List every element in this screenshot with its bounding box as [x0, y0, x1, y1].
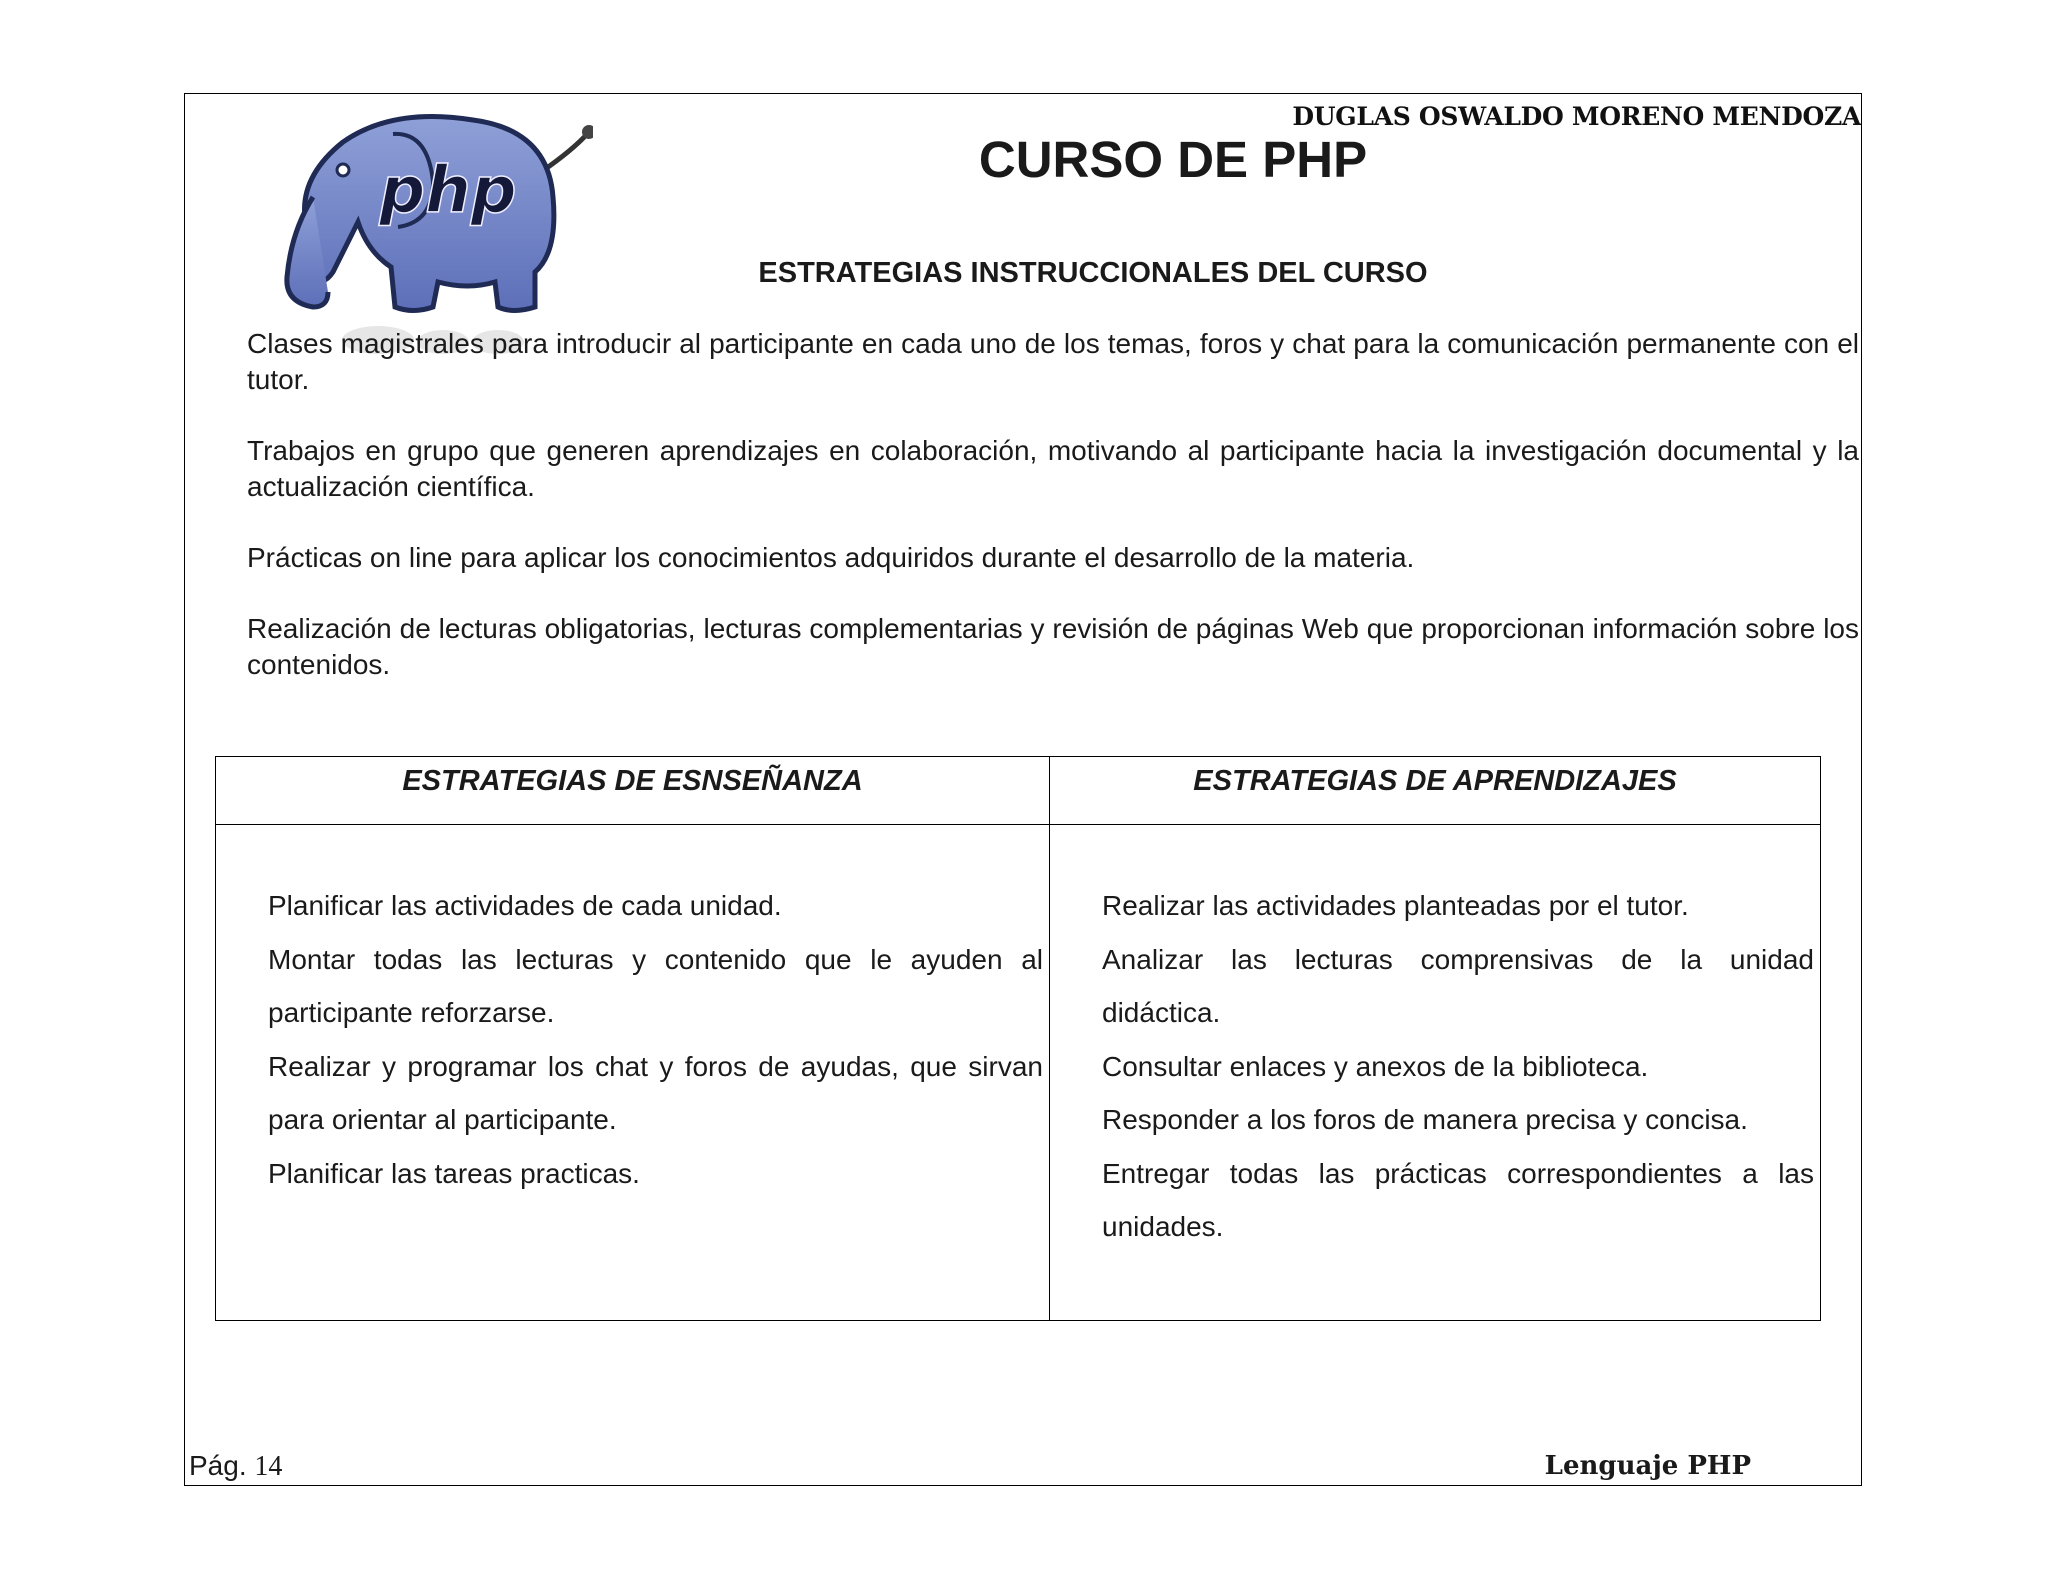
page-label: Pág. — [189, 1450, 247, 1481]
paragraph: Trabajos en grupo que generen aprendizajes en colaboración, motivando al participante hacia la investigación documental y la actualización científica. — [247, 435, 1859, 502]
svg-text:php: php — [379, 154, 517, 228]
learning-item: Analizar las lecturas comprensivas de la unidad didáctica. — [1102, 943, 1814, 1028]
footer-subject: Lenguaje PHP — [1544, 1451, 1751, 1481]
teaching-item: Realizar y programar los chat y foros de ayudas, que sirvan para orientar al participante. — [268, 1050, 1043, 1135]
teaching-header: ESTRATEGIAS DE ESNSEÑANZA — [216, 757, 1050, 825]
course-title: CURSO DE PHP — [978, 131, 1368, 188]
learning-item: Realizar las actividades planteadas por el tutor. — [1102, 890, 1689, 921]
learning-header: ESTRATEGIAS DE APRENDIZAJES — [1050, 757, 1820, 825]
teaching-cell — [216, 825, 1050, 1320]
teaching-item: Montar todas las lecturas y contenido que le ayuden al participante reforzarse. — [268, 943, 1043, 1028]
paragraph: Prácticas on line para aplicar los conocimientos adquiridos durante el desarrollo de la materia. — [247, 542, 1415, 573]
learning-item: Consultar enlaces y anexos de la biblioteca. — [1102, 1050, 1649, 1082]
author-name: DUGLAS OSWALDO MORENO MENDOZA — [1292, 102, 1861, 131]
paragraph: Clases magistrales para introducir al participante en cada uno de los temas, foros y chat para la comunicación permanente con el tutor. — [247, 328, 1859, 395]
page-frame — [184, 93, 1862, 1486]
strategies-table — [215, 756, 1821, 1321]
page-number-value: 14 — [254, 1451, 283, 1482]
page-number — [189, 1450, 282, 1483]
learning-item: Entregar todas las prácticas correspondientes a las unidades. — [1102, 1157, 1814, 1242]
strategy-paragraphs — [247, 326, 1859, 718]
learning-item: Responder a los foros de manera precisa y concisa. — [1102, 1104, 1748, 1135]
paragraph: Realización de lecturas obligatorias, lecturas complementarias y revisión de páginas Web que proporcionan información sobre los contenidos. — [247, 613, 1859, 680]
learning-cell — [1050, 825, 1820, 1320]
teaching-item: Planificar las actividades de cada unidad. — [268, 890, 782, 921]
teaching-item: Planificar las tareas practicas. — [268, 1157, 640, 1189]
section-title: ESTRATEGIAS INSTRUCCIONALES DEL CURSO — [758, 257, 1428, 289]
